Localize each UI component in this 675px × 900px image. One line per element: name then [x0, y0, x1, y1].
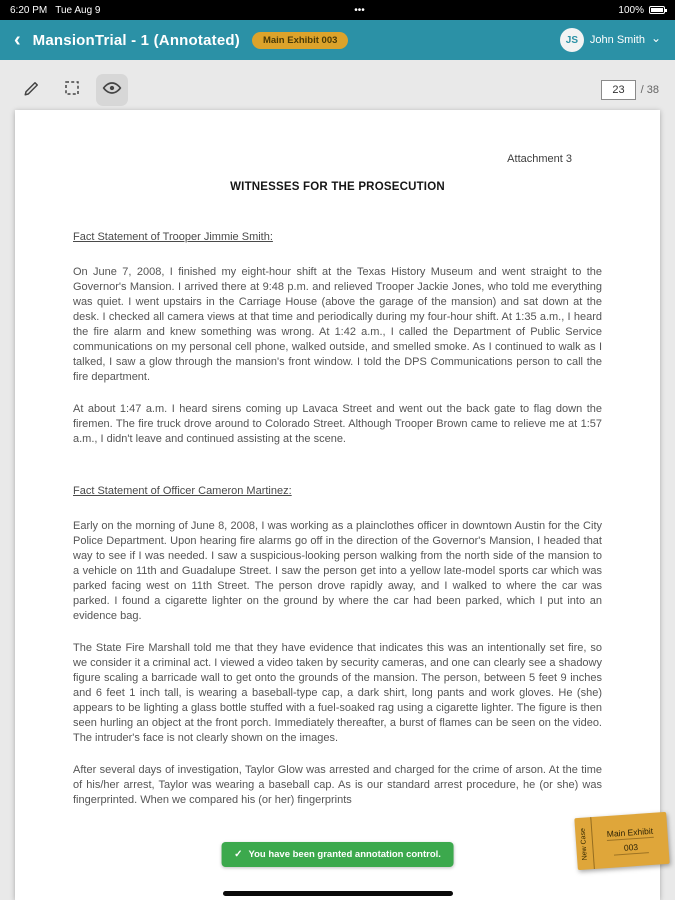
- section-heading: Fact Statement of Trooper Jimmie Smith:: [73, 231, 273, 243]
- pen-tool-icon: [23, 79, 41, 102]
- document-title: WITNESSES FOR THE PROSECUTION: [230, 181, 445, 193]
- page-indicator: [601, 80, 659, 100]
- user-name: John Smith: [589, 34, 645, 46]
- fact-statement-section-2: [73, 485, 602, 808]
- status-left: [10, 5, 100, 16]
- paragraph: After several days of investigation, Taylor Glow was arrested and charged for the crime of arson. At the time of his/her arrest, Taylor was wearing a baseball cap. As is our standard arrest procedure, he (or she) was fingerprinted. When we compared his (or her) fingerprints: [73, 764, 602, 806]
- status-date: Tue Aug 9: [55, 4, 101, 16]
- paragraph: On June 7, 2008, I finished my eight-hour shift at the Texas History Museum and went straight to the Governor's Mansion. I arrived there at 9:48 p.m. and relieved Trooper Jackie Jones, who told me everything was quiet. I went upstairs in the Carriage House (above the garage of the mansion) and sat down at the desk. I checked all camera views at that time and periodically during my four-hour shift. At 1:35 a.m., I heard the fire alarm and knew something was wrong. At 1:42 a.m., I called the Department of Public Service communications on my personal cell phone, walked outside, and smelled smoke. As I continued to walk as I talked, I saw a glow through the mansion's front window. I told the DPS Communications person to call the fire department.: [73, 266, 602, 383]
- multitask-dots-icon: •••: [354, 4, 365, 16]
- stamp-tool-button[interactable]: [56, 74, 88, 106]
- status-bar: [0, 0, 675, 20]
- eye-icon: [102, 78, 122, 103]
- section-heading: Fact Statement of Officer Cameron Martinez:: [73, 485, 292, 497]
- check-icon: ✓: [234, 849, 243, 860]
- fact-statement-section-1: [73, 231, 602, 447]
- sticky-main: [591, 812, 669, 869]
- home-indicator[interactable]: [223, 891, 453, 896]
- status-right: [618, 5, 665, 16]
- exhibit-sticky-note[interactable]: [574, 812, 669, 870]
- page-number-input[interactable]: 23: [601, 80, 635, 100]
- avatar[interactable]: JS: [560, 28, 584, 52]
- annotation-control-toast: [221, 842, 454, 867]
- battery-percent: 100%: [618, 4, 644, 16]
- pen-tool-button[interactable]: [16, 74, 48, 106]
- main-exhibit-badge[interactable]: Main Exhibit 003: [252, 32, 348, 49]
- attachment-label: Attachment 3: [507, 153, 572, 165]
- page-title: MansionTrial - 1 (Annotated): [32, 31, 240, 49]
- sticky-line2: 003: [614, 841, 649, 855]
- sticky-line1: Main Exhibit: [606, 825, 654, 839]
- toast-text: You have been granted annotation control.: [248, 849, 441, 860]
- user-menu[interactable]: [560, 28, 661, 52]
- battery-icon: [649, 6, 665, 14]
- document-page[interactable]: [15, 110, 660, 900]
- paragraph: At about 1:47 a.m. I heard sirens coming up Lavaca Street and went out the back gate to flag down the firemen. The fire truck drove around to Colorado Street. Although Trooper Brown came to relieve me at 1:57 a.m., I didn't leave and continued assisting at the scene.: [73, 403, 602, 445]
- chevron-down-icon[interactable]: ⌄: [650, 31, 661, 45]
- status-time: 6:20 PM: [10, 4, 48, 16]
- view-tool-button[interactable]: [96, 74, 128, 106]
- paragraph: Early on the morning of June 8, 2008, I was working as a plainclothes officer in downtown Austin for the City Police Department. Upon hearing fire alarms go off in the direction of the Governor's Mansion, I headed that way to see if I was needed. I saw a suspicious-looking person walking from the north side of the mansion to a vehicle on 11th and Guadalupe Street. I saw the person get into a yellow late-model sports car which was parked facing west on 11th Street. The person drove rapidly away, and I walked to where the car was parked. I found a cigarette lighter on the ground by where the car had been parked, which I put into an evidence bag.: [73, 520, 602, 622]
- stamp-tool-icon: [63, 79, 81, 102]
- page-total: / 38: [640, 84, 659, 96]
- sticky-side-label: New Case: [574, 817, 595, 870]
- back-button[interactable]: ‹: [14, 29, 21, 51]
- paragraph: The State Fire Marshall told me that they have evidence that indicates this was an intentionally set fire, so we consider it a criminal act. I viewed a video taken by security cameras, and one can clearly see a shadowy figure scaling a barricade wall to get onto the grounds of the mansion. The person, between 5 feet 9 inches and 6 feet 1 inch tall, is wearing a baseball-type cap, a dark shirt, long pants and work gloves. He (she) appears to be lighting a glass bottle stuffed with a fuel-soaked rag using a cigarette lighter. The figure is then seen hurling an object at the front porch. Immediately thereafter, a burst of flames can be seen on the video. The intruder's face is not clearly shown on the images.: [73, 642, 602, 744]
- nav-bar: [0, 20, 675, 60]
- annotation-toolbar: [0, 60, 675, 114]
